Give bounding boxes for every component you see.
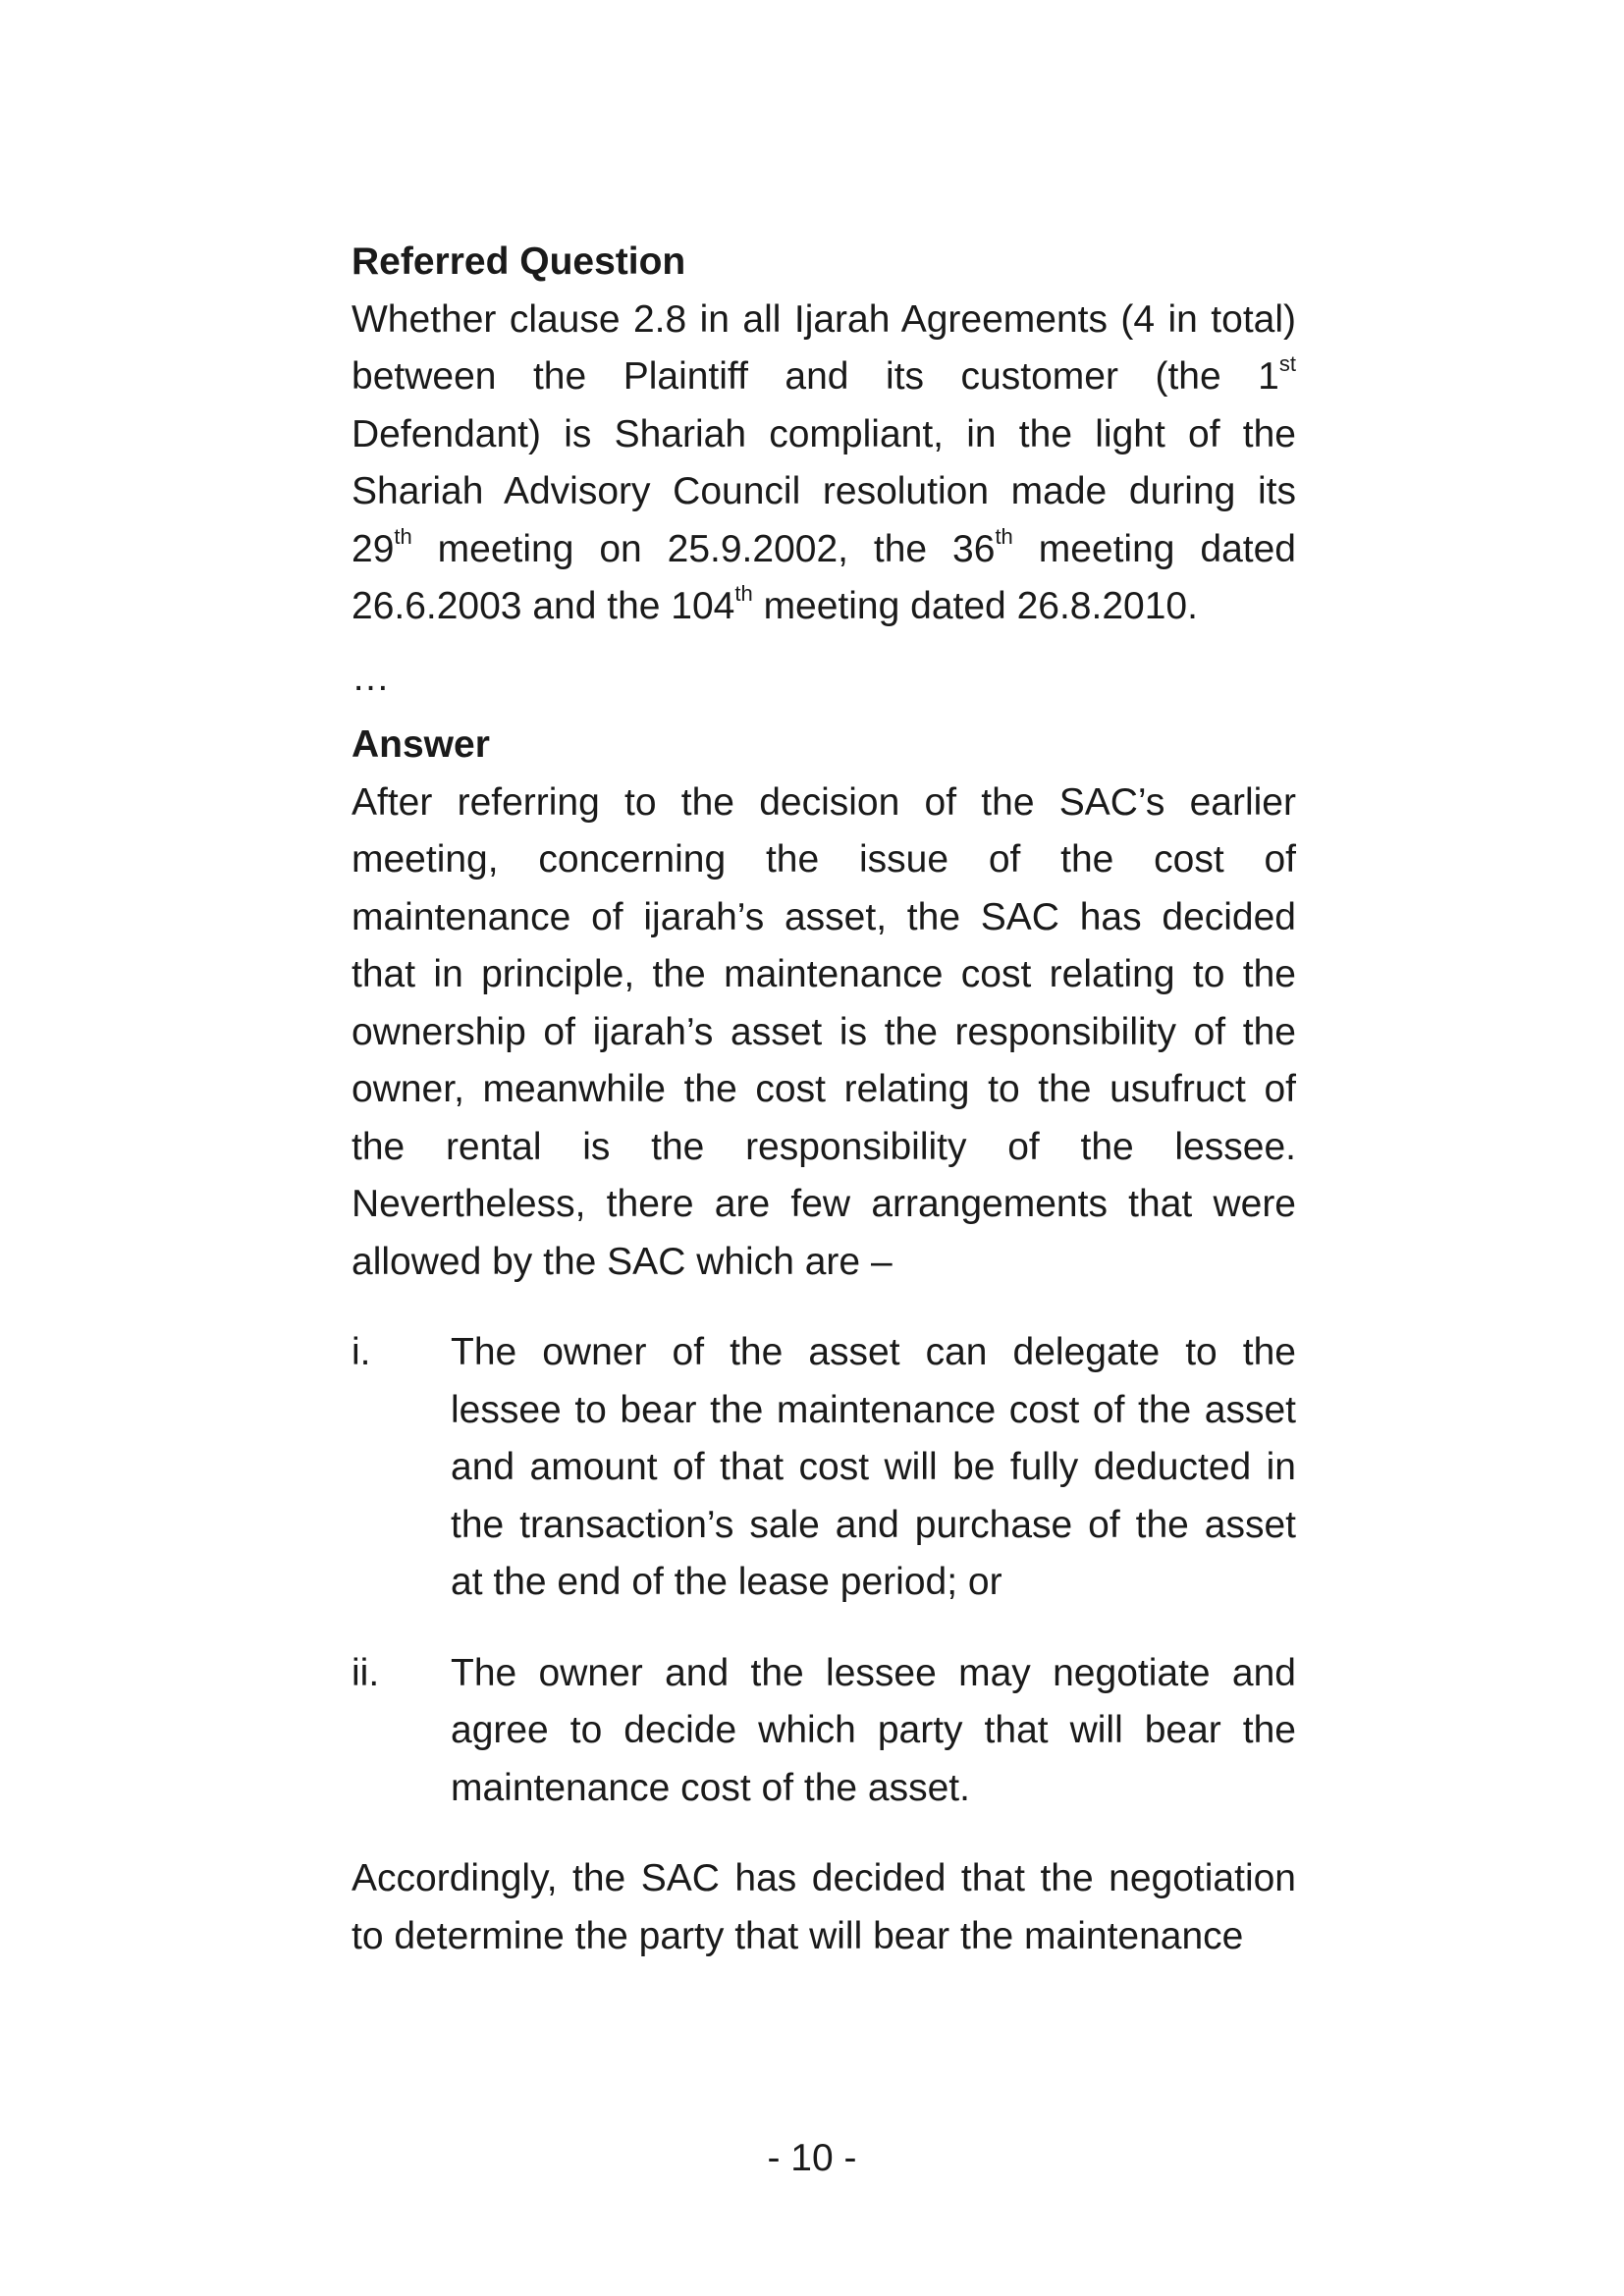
ordinal-suffix: th	[995, 523, 1013, 549]
list-item-text: The owner and the lessee may negotiate and agree to decide which party that will bear the maintenance cost of the asset.	[451, 1651, 1296, 1809]
list-item	[352, 1645, 1296, 1818]
ordinal-suffix: st	[1278, 351, 1296, 376]
rq-text-segment: Defendant) is Shariah compliant, in the light of the Shariah Advisory Council resolution made during its 29	[352, 412, 1296, 570]
answer-heading: Answer	[352, 723, 490, 766]
list-marker: ii.	[352, 1651, 380, 1694]
referred-question-text	[352, 292, 1296, 636]
page-number: - 10 -	[767, 2137, 857, 2179]
list-item-text: The owner of the asset can delegate to the lessee to bear the maintenance cost of the asset and amount of that cost will be fully deducted in the transaction’s sale and purchase of the asset at the end of the lease period; or	[451, 1331, 1296, 1603]
rq-text-segment: meeting on 25.9.2002, the 36	[411, 527, 996, 570]
referred-question-heading: Referred Question	[352, 240, 686, 283]
answer-paragraph: After referring to the decision of the SAC’s earlier meeting, concerning the issue of the cost of maintenance of ijarah’s asset, the SAC has decided that in principle, the maintenance cost relating to the ownership of ijarah’s asset is the responsibility of the owner, meanwhile the cost relating to the usufruct of the rental is the responsibility of the lessee. Nevertheless, there are few arrangements that were allowed by the SAC which are –	[352, 780, 1296, 1283]
ordinal-suffix: th	[394, 523, 412, 549]
ellipsis: …	[352, 656, 390, 699]
rq-text-segment: meeting dated 26.6.2003 and the 104	[352, 527, 1296, 627]
rq-text-segment: Whether clause 2.8 in all Ijarah Agreements (4 in total) between the Plaintiff and its customer (the 1	[352, 297, 1296, 398]
rq-text-segment: meeting dated 26.8.2010.	[752, 585, 1198, 627]
list-item	[352, 1324, 1296, 1612]
list-marker: i.	[352, 1331, 371, 1373]
arrangements-list	[352, 1324, 1296, 1817]
page-content	[352, 234, 1296, 1965]
ordinal-suffix: th	[734, 581, 753, 606]
closing-paragraph: Accordingly, the SAC has decided that the negotiation to determine the party that will bear the maintenance	[352, 1857, 1296, 1957]
